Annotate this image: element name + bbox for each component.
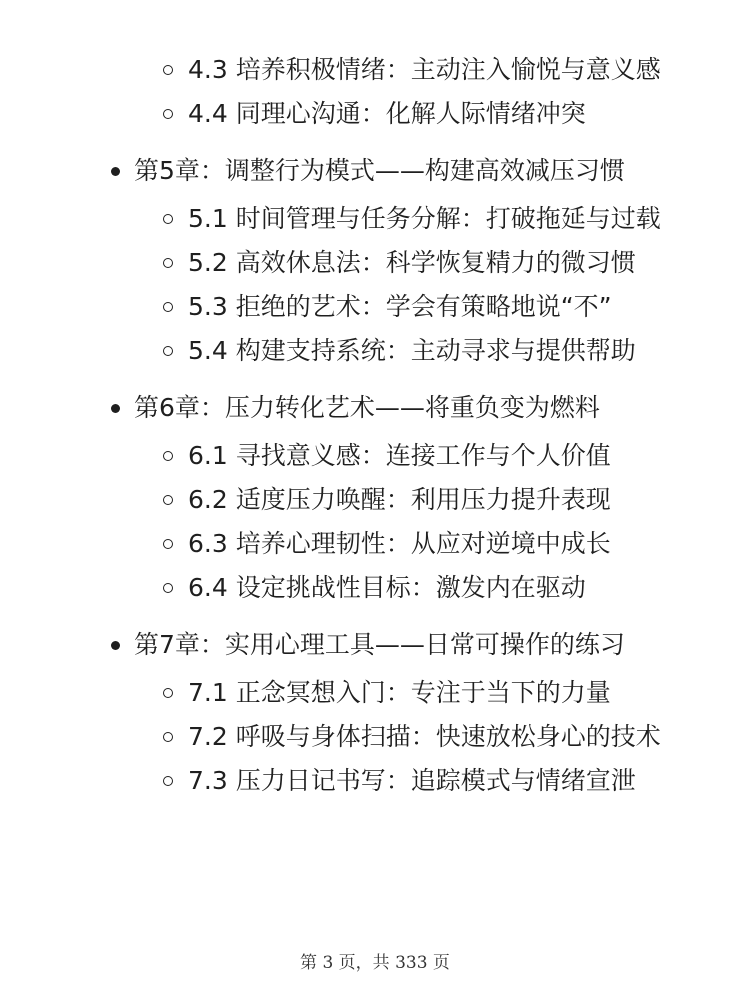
chapter-7-sub-list xyxy=(0,675,750,798)
toc-item-5-1 xyxy=(0,201,750,236)
chapter-heading xyxy=(0,386,750,430)
circle-bullet-icon xyxy=(163,732,173,742)
chapter-4-sub-list xyxy=(0,52,750,131)
circle-bullet-icon xyxy=(163,451,173,461)
toc-item-5-2 xyxy=(0,245,750,280)
toc-item-5-4 xyxy=(0,333,750,368)
toc-item-5-3 xyxy=(0,289,750,324)
toc-item-text: 4.3 培养积极情绪：主动注入愉悦与意义感 xyxy=(188,55,661,84)
toc-item-6-1 xyxy=(0,438,750,473)
page-number-label: 第 3 页，共 333 页 xyxy=(300,953,450,973)
chapter-heading xyxy=(0,623,750,667)
chapter-6-sub-list xyxy=(0,438,750,605)
chapter-5-sub-list xyxy=(0,201,750,368)
toc-item-6-4 xyxy=(0,570,750,605)
circle-bullet-icon xyxy=(163,583,173,593)
circle-bullet-icon xyxy=(163,346,173,356)
circle-bullet-icon xyxy=(163,109,173,119)
toc-item-6-2 xyxy=(0,482,750,517)
chapter-title: 第5章：调整行为模式——构建高效减压习惯 xyxy=(134,156,625,185)
chapter-title: 第7章：实用心理工具——日常可操作的练习 xyxy=(134,630,625,659)
toc-item-text: 6.3 培养心理韧性：从应对逆境中成长 xyxy=(188,529,611,558)
toc-item-4-4 xyxy=(0,96,750,131)
toc-item-7-2 xyxy=(0,719,750,754)
toc-item-text: 6.4 设定挑战性目标：激发内在驱动 xyxy=(188,573,586,602)
toc-item-text: 6.2 适度压力唤醒：利用压力提升表现 xyxy=(188,485,611,514)
circle-bullet-icon xyxy=(163,539,173,549)
circle-bullet-icon xyxy=(163,65,173,75)
chapter-7 xyxy=(0,623,750,798)
toc-item-text: 5.4 构建支持系统：主动寻求与提供帮助 xyxy=(188,336,636,365)
circle-bullet-icon xyxy=(163,258,173,268)
toc-item-6-3 xyxy=(0,526,750,561)
chapter-title: 第6章：压力转化艺术——将重负变为燃料 xyxy=(134,393,600,422)
toc-item-7-3 xyxy=(0,763,750,798)
toc-item-text: 5.2 高效休息法：科学恢复精力的微习惯 xyxy=(188,248,636,277)
circle-bullet-icon xyxy=(163,302,173,312)
circle-bullet-icon xyxy=(163,776,173,786)
toc-item-text: 7.2 呼吸与身体扫描：快速放松身心的技术 xyxy=(188,722,661,751)
toc-item-text: 7.3 压力日记书写：追踪模式与情绪宣泄 xyxy=(188,766,636,795)
toc-item-text: 5.3 拒绝的艺术：学会有策略地说“不” xyxy=(188,292,612,321)
chapter-5 xyxy=(0,149,750,368)
toc-item-7-1 xyxy=(0,675,750,710)
dot-bullet-icon xyxy=(111,404,120,413)
dot-bullet-icon xyxy=(111,167,120,176)
circle-bullet-icon xyxy=(163,495,173,505)
dot-bullet-icon xyxy=(111,641,120,650)
toc-item-text: 7.1 正念冥想入门：专注于当下的力量 xyxy=(188,678,611,707)
toc-item-4-3 xyxy=(0,52,750,87)
chapter-heading xyxy=(0,149,750,193)
circle-bullet-icon xyxy=(163,214,173,224)
toc-item-text: 6.1 寻找意义感：连接工作与个人价值 xyxy=(188,441,611,470)
circle-bullet-icon xyxy=(163,688,173,698)
toc-item-text: 4.4 同理心沟通：化解人际情绪冲突 xyxy=(188,99,586,128)
chapter-6 xyxy=(0,386,750,605)
table-of-contents xyxy=(0,52,750,798)
page-footer xyxy=(0,948,750,973)
toc-item-text: 5.1 时间管理与任务分解：打破拖延与过载 xyxy=(188,204,661,233)
